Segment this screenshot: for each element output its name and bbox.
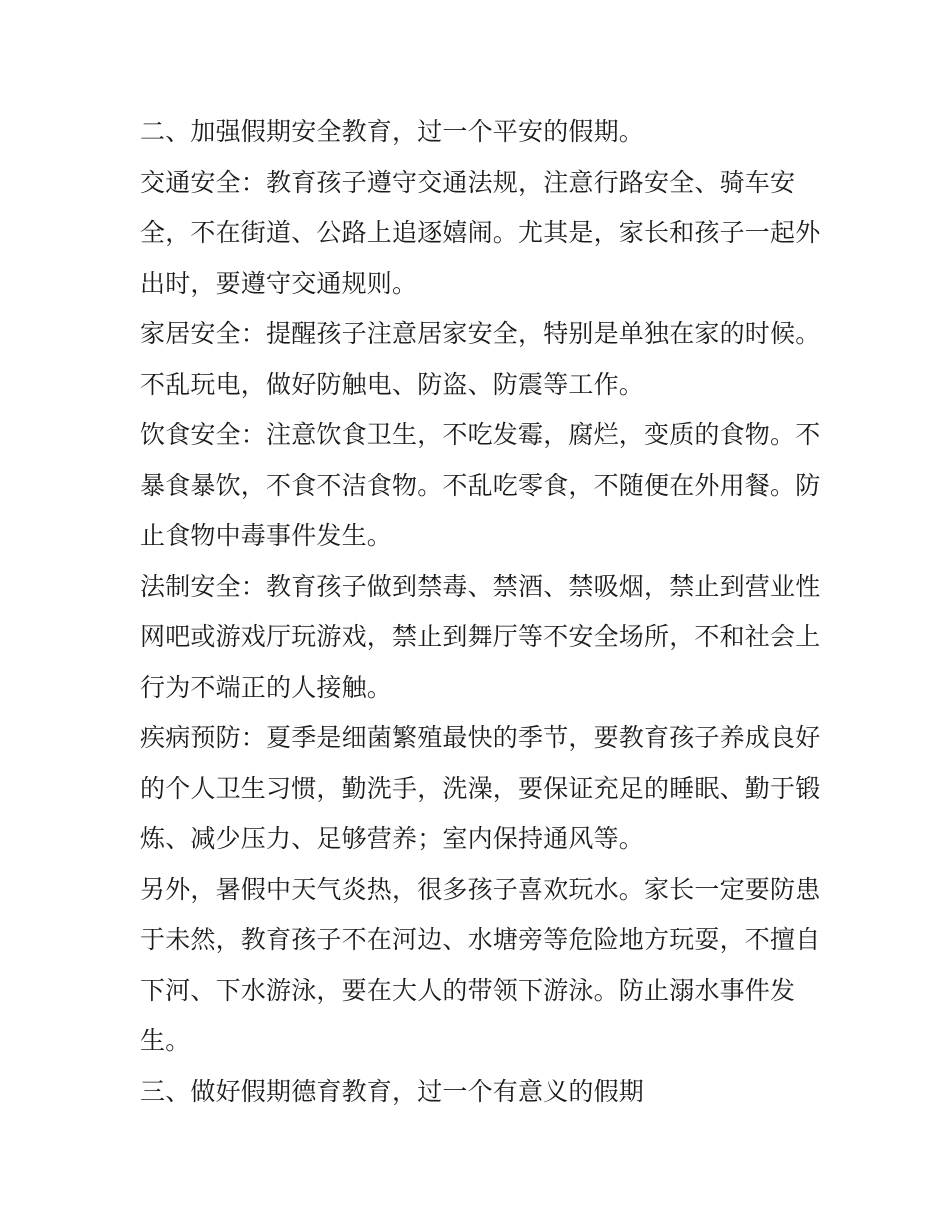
legal-safety-line-2: 网吧或游戏厅玩游戏，禁止到舞厅等不安全场所，不和社会上 — [140, 622, 821, 651]
home-safety-line-2: 不乱玩电，做好防触电、防盗、防震等工作。 — [140, 369, 645, 399]
water-safety-line-4: 生。 — [140, 1026, 191, 1055]
traffic-safety-line-2: 全，不在街道、公路上追逐嬉闹。尤其是，家长和孩子一起外 — [140, 218, 821, 247]
legal-safety-line-1: 法制安全：教育孩子做到禁毒、禁酒、禁吸烟，禁止到营业性 — [140, 571, 821, 601]
water-safety-line-2: 于未然，教育孩子不在河边、水塘旁等危险地方玩耍，不擅自 — [140, 925, 821, 954]
home-safety-line-1: 家居安全：提醒孩子注意居家安全，特别是单独在家的时候。 — [140, 319, 821, 348]
document-page — [140, 107, 820, 1117]
section-heading-moral-education: 三、做好假期德育教育，过一个有意义的假期 — [140, 1076, 645, 1106]
disease-prevention-line-3: 炼、减少压力、足够营养；室内保持通风等。 — [140, 824, 645, 853]
traffic-safety-line-3: 出时，要遵守交通规则。 — [140, 268, 418, 298]
food-safety-line-2: 暴食暴饮，不食不洁食物。不乱吃零食，不随便在外用餐。防 — [140, 470, 821, 500]
disease-prevention-line-1: 疾病预防：夏季是细菌繁殖最快的季节，要教育孩子养成良好 — [140, 723, 821, 752]
water-safety-line-1: 另外，暑假中天气炎热，很多孩子喜欢玩水。家长一定要防患 — [140, 874, 821, 904]
section-heading-safety: 二、加强假期安全教育，过一个平安的假期。 — [140, 117, 645, 146]
water-safety-line-3: 下河、下水游泳，要在大人的带领下游泳。防止溺水事件发 — [140, 975, 796, 1005]
traffic-safety-line-1: 交通安全：教育孩子遵守交通法规，注意行路安全、骑车安 — [140, 167, 796, 197]
food-safety-line-3: 止食物中毒事件发生。 — [140, 521, 393, 550]
legal-safety-line-3: 行为不端正的人接触。 — [140, 672, 393, 702]
food-safety-line-1: 饮食安全：注意饮食卫生，不吃发霉，腐烂，变质的食物。不 — [140, 420, 821, 449]
disease-prevention-line-2: 的个人卫生习惯，勤洗手，洗澡，要保证充足的睡眠、勤于锻 — [140, 773, 821, 803]
